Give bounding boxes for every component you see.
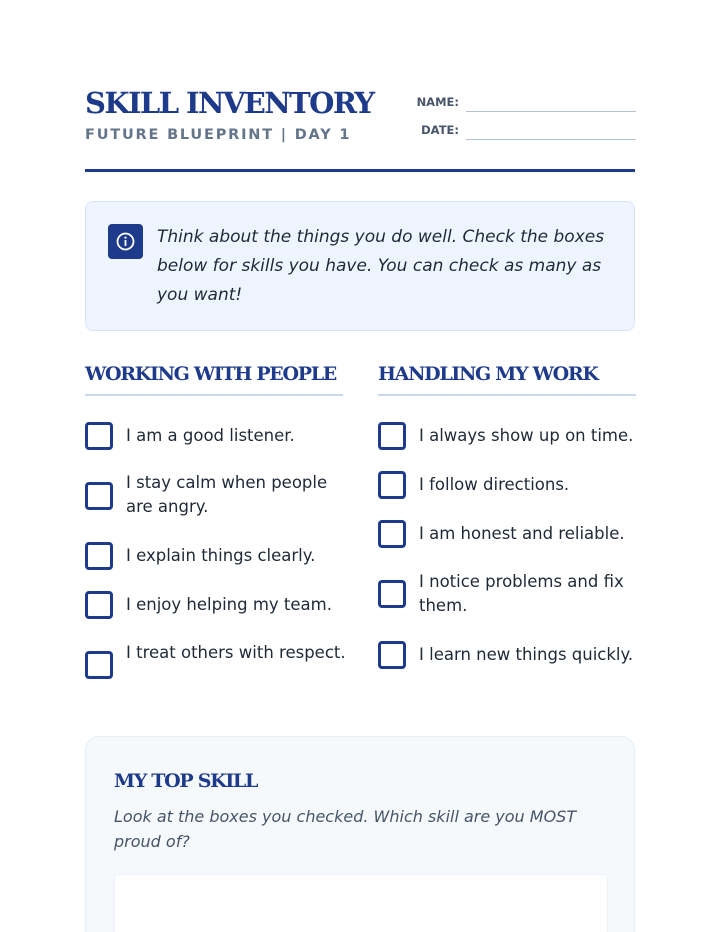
checkbox[interactable] (85, 482, 113, 510)
date-label: DATE: (421, 123, 459, 137)
checkbox[interactable] (85, 591, 113, 619)
checklist-item-label: I learn new things quickly. (419, 645, 634, 664)
checklist-item-label: I follow directions. (419, 475, 570, 494)
checkbox[interactable] (378, 641, 406, 669)
checklist-item-label: I stay calm when people are angry. (126, 473, 328, 516)
checklist-item-label: I am honest and reliable. (419, 524, 625, 543)
section-heading: WORKING WITH PEOPLE (85, 360, 343, 396)
checklist-item-label: I enjoy helping my team. (126, 595, 332, 614)
section-handling-my-work (378, 360, 636, 664)
instructions-text: Think about the things you do well. Check the boxes below for skills you have. You can check as many as you want! (157, 227, 605, 305)
instructions-box (85, 201, 635, 331)
checkbox[interactable] (85, 542, 113, 570)
checklist-item-label: I explain things clearly. (126, 546, 316, 565)
checkbox[interactable] (378, 520, 406, 548)
top-skill-heading: MY TOP SKILL (114, 770, 258, 792)
checkbox[interactable] (85, 651, 113, 679)
top-skill-prompt: Look at the boxes you checked. Which skill are you MOST proud of? (114, 807, 577, 851)
name-label: NAME: (416, 95, 459, 109)
checkbox[interactable] (85, 422, 113, 450)
top-skill-card (85, 736, 635, 932)
worksheet-page (85, 0, 635, 932)
info-icon (108, 224, 143, 259)
checklist-item-label: I am a good listener. (126, 426, 295, 445)
header-divider (85, 169, 635, 172)
checklist-item-label: I always show up on time. (419, 426, 634, 445)
checkbox[interactable] (378, 422, 406, 450)
checklist-item-label: I treat others with respect. (126, 643, 346, 662)
checkbox[interactable] (378, 580, 406, 608)
page-title: SKILL INVENTORY (85, 86, 374, 120)
page-subtitle: FUTURE BLUEPRINT | DAY 1 (85, 127, 352, 143)
top-skill-answer-field[interactable] (114, 874, 608, 932)
name-field[interactable] (466, 111, 636, 112)
section-heading: HANDLING MY WORK (378, 360, 636, 396)
checklist-item-label: I notice problems and fix them. (419, 572, 624, 615)
section-working-with-people (85, 360, 346, 662)
date-field[interactable] (466, 139, 636, 140)
checkbox[interactable] (378, 471, 406, 499)
